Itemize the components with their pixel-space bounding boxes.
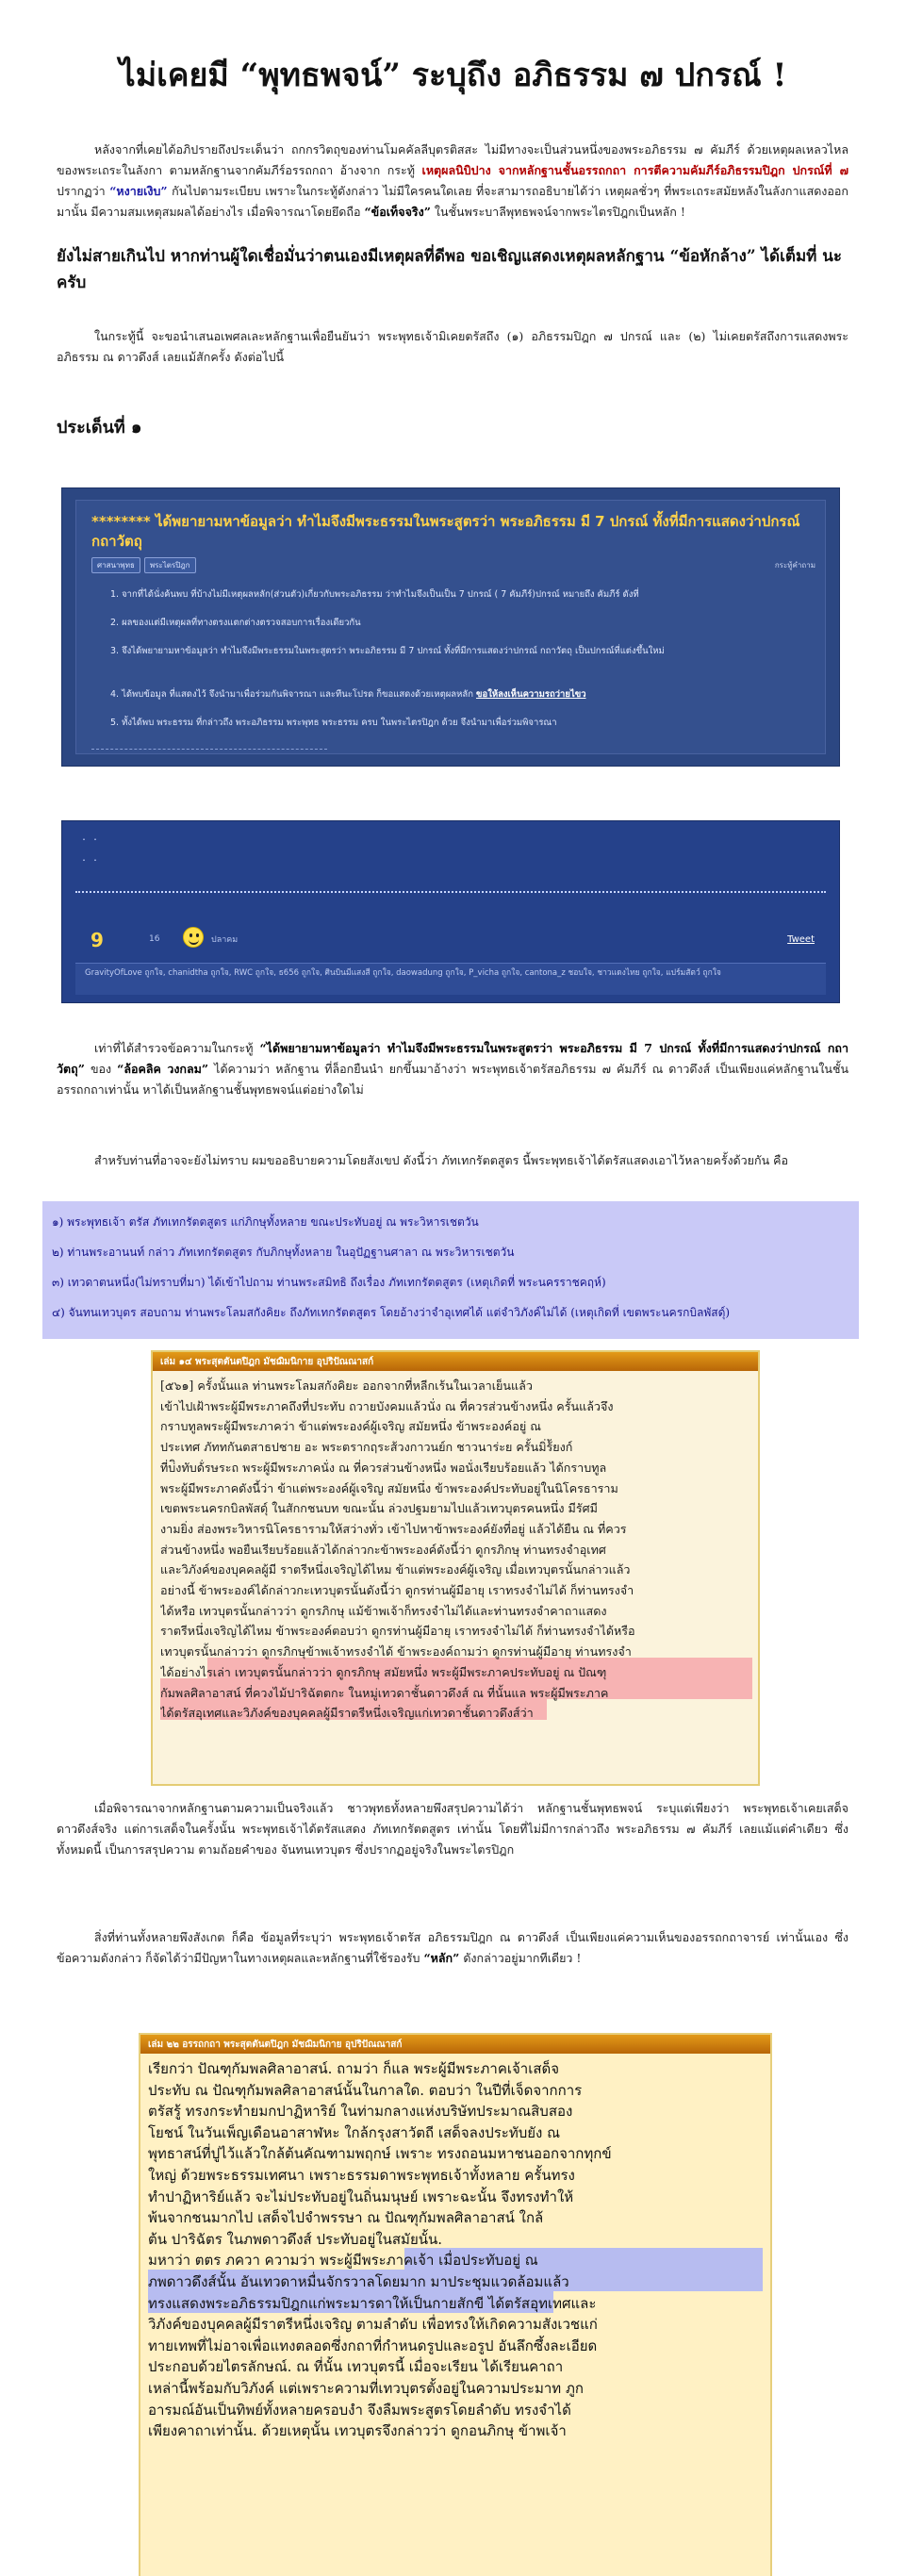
intro-text: กันไปตามระเบียบ เพราะในกระทู้ดังกล่าว ไม่มีใครคนใดเลย ที่จะสามารถอธิบายได้ว่า เหตุผลชั่วๆ ที่พระเถระสมัยหลังในลังกาแสดงออกมานั้น มีความสมเหตุสมผลได้อย่างไร เมื่อพิจารณาโดยยึดถือ xyxy=(57,184,848,219)
scan-line: ต้น ปาริฉัตร ในภพดาวดึงส์ ประทับอยู่ในสมัยนั้น. xyxy=(148,2230,443,2248)
scan-line: เขตพระนครกบิลพัสดุ์ ในสักกชนบท ขณะนั้น ล่วงปฐมยามไปแล้วเทวบุตรคนหนึ่ง มีรัศมี xyxy=(160,1501,598,1516)
sub-count: 16 xyxy=(149,934,160,944)
forum-list-item: 5. ทั้งได้พบ พระธรรม ที่กล่าวถึง พระอภิธรรม พระพุทธ พระธรรม ครบ ในพระไตรปิฎก ด้วย จึงนำมาเพื่อร่วมพิจารณา xyxy=(110,718,557,728)
tipitaka-scan xyxy=(151,1350,760,1786)
scan-line: ได้อย่างไรเล่า เทวบุตรนั้นกล่าวว่า ดูกรภิกษุ สมัยหนึ่ง พระผู้มีพระภาคประทับอยู่ ณ ปัณฑุ xyxy=(160,1664,607,1679)
scan-text xyxy=(160,1376,754,1724)
scan-line: ประทับ ณ ปัณฑุกัมพลศิลาอาสน์นั้นในกาลใด. ตอบว่า ในปีที่เจ็ดจากการ xyxy=(148,2081,583,2099)
scan-line: งามยิ่ง ส่องพระวิหารนิโครธารามให้สว่างทั่ว เข้าไปหาข้าพระองค์ยังที่อยู่ แล้วได้ยืน ณ ที่ควร xyxy=(160,1521,627,1536)
p3-text: ของ xyxy=(90,1062,112,1076)
p3-username: “ล้อคลิค วงกลม” xyxy=(117,1062,209,1076)
scan-line: ประกอบด้วยไตรลักษณ์. ณ ที่นั้น เทวบุตรนี้ เมื่อจะเรียน ได้เรียนคาถา xyxy=(148,2358,564,2376)
p6-text: สิ่งที่ท่านทั้งหลายพึงสังเกต ก็คือ ข้อมูลที่ระบุว่า พระพุทธเจ้าตรัส อภิธรรมปิฎก ณ ดาวดึงส์ เป็นเพียงแค่ความเห็นของอรรถกถาจารย์ เท่านั้นเอง ซึ่งข้อความดังกล่าว ก็จัดได้ว่ามีปัญหาในทางเหตุผลและหลักฐานที่ใช้รองรับ xyxy=(57,1930,848,1965)
list-item: ๓) เทวดาตนหนึ่ง(ไม่ทราบที่มา) ได้เข้าไปถาม ท่านพระสมิทธิ ถึงเรื่อง ภัทเทกรัตตสูตร (เหตุเกิดที่ พระนครราชคฤห์) xyxy=(52,1276,606,1289)
p3-text: ได้ความว่า หลักฐาน ที่ล็อกยืนนำ ยกขึ้นมาอ้างว่า พระพุทธเจ้าตรัสอภิธรรม ๗ คัมภีร์ ณ ดาวดึงส์ เป็นเพียงแค่หลักฐานในชั้นอรรถกถาเท่านั้น หาได้เป็นหลักฐานชั้นพุทธพจน์แต่อย่างใดไม่ xyxy=(57,1062,849,1097)
p3-emphasis: “ได้พยายามหาข้อมูลว่า ทำไมจึงมีพระธรรมในพระสูตรว่า พระอภิธรรม มี 7 ปกรณ์ ทั้งที่มีการแสดงว่าปกรณ์ กถาวัตถุ” xyxy=(57,1041,848,1076)
intro-link[interactable]: เหตุผลนิบิปาง จากหลักฐานชั้นอรรถกถา การตีความคัมภีร์อภิธรรมปิฎก ปกรณ์ที่ ๗ xyxy=(421,163,848,177)
scan-line: เพียงคาถาเท่านั้น. ด้วยเหตุนั้น เทวบุตรจึงกล่าวว่า ดูกอนภิกษุ ข้าพเจ้า xyxy=(148,2422,567,2440)
tweet-link[interactable]: Tweet xyxy=(787,934,815,945)
smiley-icon[interactable] xyxy=(183,927,204,948)
scan-text xyxy=(148,2058,765,2442)
scan-line: ทำปาฏิหาริย์แล้ว จะไม่ประทับอยู่ในถิ่นมนุษย์ เพราะฉะนั้น จึงทรงทำให้ xyxy=(148,2188,574,2205)
p3-text: เท่าที่ได้สำรวจข้อความในกระทู้ xyxy=(94,1041,254,1055)
scan-header-text: เล่ม ๒๒ อรรถกถา พระสุตตันตปิฎก มัชฌิมนิกาย อุปริปัณณาสก์ xyxy=(148,2039,403,2050)
scan-line: กัมพลศิลาอาสน์ ที่ควงไม้ปาริฉัตตกะ ในหมู่เทวดาชั้นดาวดึงส์ ณ ที่นั้นแล พระผู้มีพระภาค xyxy=(160,1685,609,1700)
paragraph-6 xyxy=(57,1927,848,1969)
scan-line: ใหญ่ ด้วยพระธรรมเทศนา เพราะธรรมดาพระพุทธเจ้าทั้งหลาย ครั้นทรง xyxy=(148,2166,575,2184)
scan-line: ส่วนข้างหนึ่ง พอยืนเรียบร้อยแล้วได้กล่าวกะข้าพระองค์ดังนี้ว่า ดูกรภิกษุ ท่านทรงจำอุเทศ xyxy=(160,1542,606,1557)
scan-line: อารมณ์อันเป็นทิพย์ทั้งหลายครอบงำ จึงลืมพระสูตรโดยลำดับ ทรงจำได้ xyxy=(148,2401,571,2419)
forum-tags xyxy=(91,557,196,573)
scan-line: เรียกว่า ปัณฑุกัมพลศิลาอาสน์. ถามว่า ก็แล พระผู้มีพระภาคเจ้าเสด็จ xyxy=(148,2060,560,2077)
section-heading-point-1: ประเด็นที่ ๑ xyxy=(57,418,142,438)
scan-header-text: เล่ม ๑๔ พระสุตตันตปิฎก มัชฌิมนิกาย อุปริปัณณาสก์ xyxy=(160,1357,374,1367)
forum-post-type: กระทู้คำถาม xyxy=(774,561,815,570)
forum-list-item xyxy=(110,687,808,702)
scan-line: ทายเทพที่ไม่อาจเพื่อแทงตลอดซึ่งกถาที่กำหนดรูปและอรูป อันลึกซึ้งละเอียด xyxy=(148,2337,598,2354)
scan-line: วิภังค์ของบุคคลผู้มีราตรีหนึ่งเจริญ ตามลำดับ เพื่อทรงให้เกิดความสังเวชแก่ xyxy=(148,2316,598,2334)
forum-tag[interactable]: พระไตรปิฎก xyxy=(144,557,196,573)
scan-line: พระผู้มีพระภาคดังนี้ว่า ข้าแต่พระองค์ผู้เจริญ สมัยหนึ่ง ข้าพระองค์ประทับอยู่ในนิโครธาราม xyxy=(160,1480,618,1495)
forum-inline-link[interactable]: ขอให้ลงเห็นความรถว่ายไขว xyxy=(476,689,586,700)
scan-line: เหล่านี้พร้อมกับวิภังค์ แต่เพราะความที่เทวบุตรตั้งอยู่ในความประมาท ภูก xyxy=(148,2379,584,2397)
list-item: ๒) ท่านพระอานนท์ กล่าว ภัทเทกรัตตสูตร กับภิกษุทั้งหลาย ในอุปัฏฐานศาลา ณ พระวิหารเชตวัน xyxy=(52,1246,515,1259)
scan-line: ที่บ่ิงทับด้่รษระถ พระผู้มีพระภาคนั่ง ณ ที่ควรส่วนข้างหนึ่ง พอนั่งเรียบร้อยแล้ว ได้กราบทูล xyxy=(160,1460,607,1475)
forum-dotted-divider xyxy=(75,891,826,893)
forum-tag[interactable]: ศาสนาพุทธ xyxy=(91,557,140,573)
intro-text: ในชั้นพระบาลีพุทธพจน์จากพระไตรปิฎกเป็นหลัก ! xyxy=(434,205,685,219)
intro-emphasis: “ข้อเท็จจริง” xyxy=(364,205,431,219)
scan-line: ราตรีหนึ่งเจริญได้ไหม ข้าพระองค์ตอบว่า ดูกรท่านผู้มีอายุ เราทรงจำไม่ได้ ก็ท่านทรงจำได้หรือ xyxy=(160,1624,635,1639)
scan-line: ได้หรือ เทวบุตรนั้นกล่าวว่า ดูกรภิกษุ แม้ข้าพเจ้าก็ทรงจำไม่ได้และท่านทรงจำคาถาแสดง xyxy=(160,1603,607,1618)
scan-header-bar xyxy=(153,1352,758,1371)
commentary-scan xyxy=(139,2033,772,2576)
intro-paragraph xyxy=(57,140,848,223)
paragraph-2: ในกระทู้นี้ จะขอนำเสนอเพศลเละหลักฐานเพื่อยืนยันว่า พระพุทธเจ้ามิเคยตรัสถึง (๑) อภิธรรมปิฎก ๗ ปกรณ์ และ (๒) ไม่เคยตรัสถึงการแสดงพระอภิธรรม ณ ดาวดึงส์ เลยแม้สักครั้ง ดังต่อไปนี้ xyxy=(57,329,848,364)
scan-line: เทวบุตรนั้นกล่าวว่า ดูกรภิกษุข้าพเจ้าทรงจำได้ ข้าพระองค์ถามว่า ดูกรท่านผู้มีอายุ ท่านทรงจำ xyxy=(160,1644,632,1660)
forum-list-item: 3. จึงได้พยายามหาข้อมูลว่า ทำไมจึงมีพระธรรมในพระสูตรว่า พระอภิธรรม มี 7 ปกรณ์ ทั้งที่มีการแสดงว่าปกรณ์ กถาวัตถุ เป็นปกรณ์ที่แต่งขึ้นใหม่ xyxy=(110,646,665,656)
scan-line: อย่างนี้ ข้าพระองค์ได้กล่าวกะเทวบุตรนั้นดังนี้ว่า ดูกรท่านผู้มีอายุ เราทรงจำไม่ได้ ก็ท่านทรงจำ xyxy=(160,1583,634,1598)
forum-ellipsis: . . xyxy=(81,853,99,864)
paragraph-3 xyxy=(57,1038,848,1100)
paragraph-4: สำหรับท่านที่อาจจะยังไม่ทราบ ผมขออธิบายความโดยสังเขป ดังนี้ว่า ภัทเทกรัตตสูตร นี้พระพุทธเจ้าได้ตรัสแสดงเอาไว้หลายครั้งด้วยกัน คือ xyxy=(94,1153,788,1167)
scan-line: กราบทูลพระผู้มีพระภาคว่า ข้าแต่พระองค์ผู้เจริญ สมัยหนึ่ง ข้าพระองค์อยู่ ณ xyxy=(160,1419,541,1434)
scan-line: พ้นจากชนมากไป เสด็จไปจำพรรษา ณ ปัณฑุกัมพลศิลาอาสน์ ใกล้ xyxy=(148,2209,544,2227)
scan-line: และวิภังค์ของบุคคลผู้มี ราตรีหนึ่งเจริญได้ไหม ข้าแต่พระองค์ผู้เจริญ เมื่อเทวบุตรนั้นกล่าวแล้ว xyxy=(160,1562,631,1577)
like-count: 9 xyxy=(91,929,104,951)
forum-footer-screenshot xyxy=(61,820,840,1003)
intro-text: ปรากฏว่า xyxy=(57,184,106,198)
forum-list-item: 1. จากที่ได้นั่งค้นพบ ที่บ้างไม่มีเหตุผลหลัก(ส่วนตัว)เกี่ยวกับพระอภิธรรม ว่าทำไมจึงเป็นเป็น 7 ปกรณ์ ( 7 คัมภีร์)ปกรณ์ หมายถึง คัมภีร์ ดังที่ xyxy=(110,589,639,600)
scan-line: [๕๖๑] ครั้งนั้นแล ท่านพระโลมสกังคิยะ ออกจากที่หลีกเร้นในเวลาเย็นแล้ว xyxy=(160,1379,533,1393)
scan-line: ทรงแสดงพระอภิธรรมปิฎกแก่พระมารดาให้เป็นกายสักขี ได้ตรัสอุทเทศและ xyxy=(148,2294,597,2312)
list-item: ๑) พระพุทธเจ้า ตรัส ภัทเทกรัตตสูตร แก่ภิกษุทั้งหลาย ขณะประทับอยู่ ณ พระวิหารเชตวัน xyxy=(52,1215,479,1229)
scan-line: ตรัสรู้ ทรงกระทำยมกปาฏิหาริย์ ในท่ามกลางแห่งบริษัทประมาณสิบสอง xyxy=(148,2103,573,2121)
intro-quote: “หงายเงิบ” xyxy=(109,184,168,198)
forum-post-title[interactable]: ******** ได้พยายามหาข้อมูลว่า ทำไมจึงมีพระธรรมในพระสูตรว่า พระอภิธรรม มี 7 ปกรณ์ ทั้งที่มีการแสดงว่าปกรณ์ กถาวัตถุ xyxy=(91,513,800,550)
sutta-occurrence-list xyxy=(42,1201,859,1339)
p6-text: ดังกล่าวอยู่มากทีเดียว ! xyxy=(463,1951,582,1965)
forum-ellipsis: . . xyxy=(81,833,99,843)
scan-line: ได้ตรัสอุเทศและวิภังค์ของบุคคลผู้มีราตรีหนึ่งเจริญแก่เทวดาชั้นดาวดึงส์ว่า xyxy=(160,1706,534,1721)
scan-line: โยชน์ ในวันเพ็ญเดือนอาสาฬหะ ใกล้กรุงสาวัตถี เสด็จลงประทับยัง ณ xyxy=(148,2123,561,2141)
forum-post-screenshot xyxy=(61,487,840,767)
liked-by-list xyxy=(75,963,826,995)
scan-line: ประเทศ ภัททกันตสาธปชาย อะ พระตรากฤระส้วงกาวนย์ก ชาวนาร่ะย ครั้นมิ่ร้ัยงก์ xyxy=(160,1440,573,1455)
scan-header-bar xyxy=(140,2035,770,2054)
section-heading-challenge: ยังไม่สายเกินไป หากท่านผู้ใดเชื่อมั่นว่าตนเองมีเหตุผลที่ดีพอ ขอเชิญแสดงเหตุผลหลักฐาน “ข้อหักล้าง” ได้เต็มที่ นะครับ xyxy=(57,247,843,292)
intro-text: หลังจากที่เคยได้อภิปรายถึงประเด็นว่า ถกกรวิตถุของท่านโมคคัลลีบุตรติสสะ ไม่มีทางจะเป็นส่วนหนึ่งของพระอภิธรรม ๗ คัมภีร์ ด้วยเหตุผลเหลวไหลของพระเถระในลังกา ตามหลักฐานจากคัมภีร์อรรถกถา อ้างจาก กระทู้ xyxy=(57,142,848,177)
scan-line: เข้าไปเฝ้าพระผู้มีพระภาคถึงที่ประทับ ถวายบังคมแล้วนั่ง ณ ที่ควรส่วนข้างหนึ่ง ครั้นแล้วจึง xyxy=(160,1398,614,1413)
scan-line: ภพดาวดึงส์นั้น อันเทวดาหมื่นจักรวาลโดยมาก มาประชุมแวดล้อมแล้ว xyxy=(148,2272,569,2290)
forum-post-panel xyxy=(75,500,826,754)
scan-line: พุทธาสน์ที่ปูไว้แล้วใกล้ต้นคัณฑามพฤกษ์ เพราะ ทรงถอนมหาชนออกจากทุกข์ xyxy=(148,2145,612,2163)
list-item: ๔) จันทนเทวบุตร สอบถาม ท่านพระโลมสกังคิยะ ถึงภัทเทกรัตตสูตร โดยอ้างว่าจำอุเทศได้ แต่จำวิภังค์ไม่ได้ (เหตุเกิดที่ เขตพระนครกบิลพัสดุ์) xyxy=(52,1306,731,1319)
forum-separator xyxy=(91,749,327,750)
page-title: ไม่เคยมี “พุทธพจน์” ระบุถึง อภิธรรม ๗ ปกรณ์ ! xyxy=(119,57,787,94)
author-name[interactable]: ปลาคม xyxy=(211,935,239,945)
forum-list-text: 4. ได้พบข้อมูล ที่แสดงไว้ จึงนำมาเพื่อร่วมกันพิจารณา และทีนะโปรด ก็ขอแสดงด้วยเหตุผลหลัก xyxy=(110,689,473,700)
scan-line: มหาว่า ตตร ภควา ความว่า พระผู้มีพระภาคเจ้า เมื่อประทับอยู่ ณ xyxy=(148,2252,538,2270)
forum-list-item: 2. ผลของแต่มีเหตุผลที่ทางตรงแตกต่างตรวจสอบการเรื่องเดียวกัน xyxy=(110,618,361,628)
p6-emphasis: “หลัก” xyxy=(423,1951,460,1965)
paragraph-5: เมื่อพิจารณาจากหลักฐานตามความเป็นจริงแล้ว ชาวพุทธทั้งหลายพึงสรุปความได้ว่า หลักฐานชั้นพุทธพจน์ ระบุแต่เพียงว่า พระพุทธเจ้าเคยเสด็จดาวดึงส์จริง แต่การเสด็จในครั้งนั้น พระพุทธเจ้าได้ตรัสแสดง ภัทเทกรัตตสูตร เท่านั้น โดยที่ไม่มีการกล่าวถึง พระอภิธรรม ๗ คัมภีร์ เลยแม้แต่คำเดียว ซึ่งทั้งหมดนี้ เป็นการสรุปความ ตามถ้อยคำของ จันทนเทวบุตร ซึ่งปรากฏอยู่จริงในพระไตรปิฎก xyxy=(57,1801,848,1857)
liked-by-text: GravityOfLove ถูกใจ, chanidtha ถูกใจ, RWC ถูกใจ, ธ656 ถูกใจ, ศินบินมีแสงสี ถูกใจ, daowadung ถูกใจ, P_vicha ถูกใจ, cantona_z ชอบใจ, ชาวแดงไทย ถูกใจ, แปร์มสัตว์ ถูกใจ xyxy=(85,968,721,978)
